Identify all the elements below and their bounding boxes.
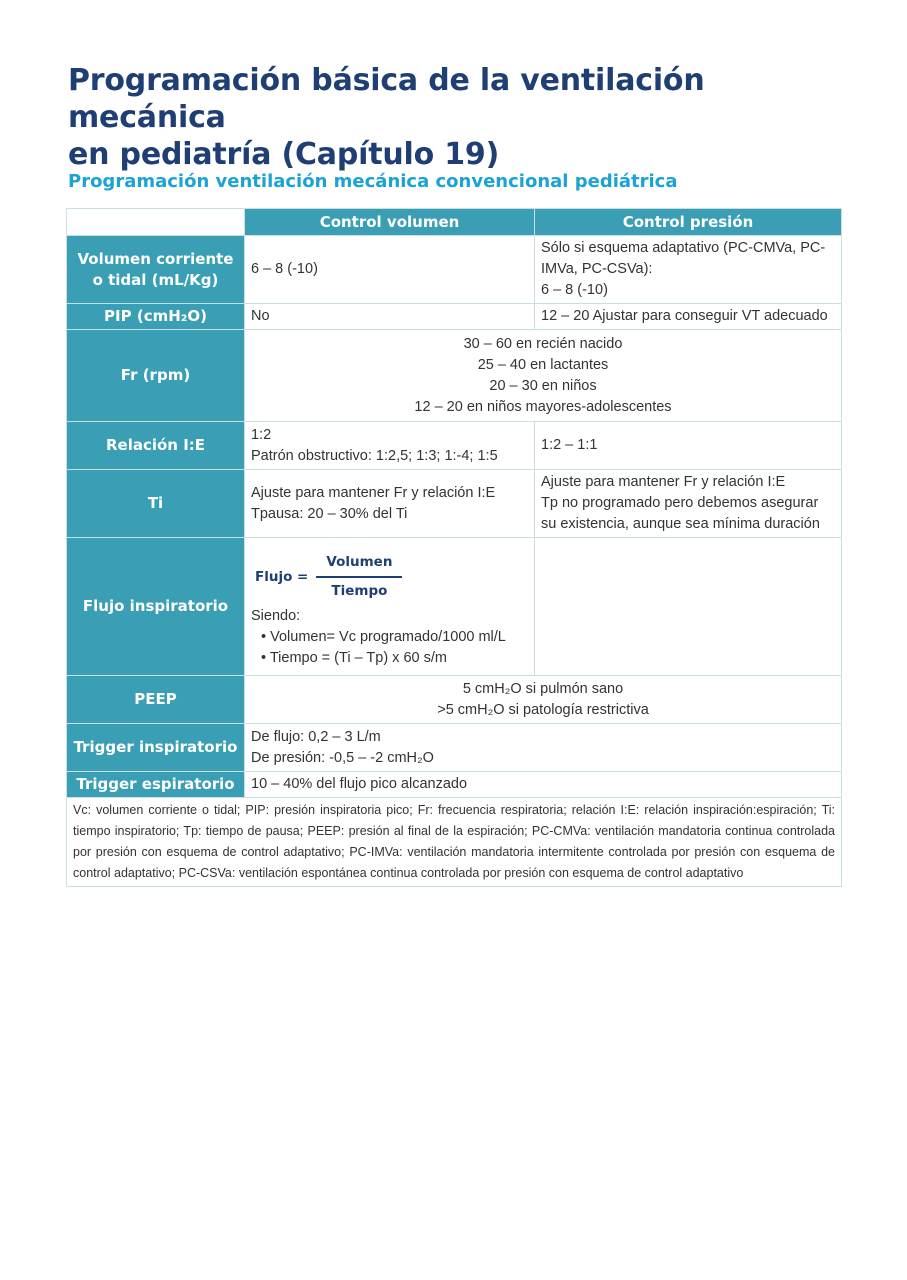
- cell-line: Ajuste para mantener Fr y relación I:E: [541, 474, 786, 490]
- row-header-trigger-espiratorio: Trigger espiratorio: [67, 772, 245, 798]
- cell-volumen-cv: 6 – 8 (-10): [245, 236, 535, 304]
- cell-line: 6 – 8 (-10): [541, 282, 608, 298]
- cell-line: 25 – 40 en lactantes: [477, 356, 609, 373]
- cell-line: 5 cmH₂O si pulmón sano: [462, 680, 624, 697]
- cell-line: 12 – 20 en niños mayores-adolescentes: [414, 398, 672, 415]
- column-header-control-presion: Control presión: [535, 209, 842, 236]
- page-title: [68, 62, 858, 173]
- row-header-fr: Fr (rpm): [67, 330, 245, 422]
- table-row-fr: [67, 330, 842, 422]
- cell-relacion-cv: [245, 422, 535, 470]
- cell-line: Sólo si esquema adaptativo (PC-CMVa, PC-IMVa, PC-CSVa):: [541, 240, 826, 277]
- cell-fr: [245, 330, 842, 422]
- section-subtitle: Programación ventilación mecánica convencional pediátrica: [68, 171, 678, 192]
- table-header-row: [67, 209, 842, 236]
- row-header-relacion: Relación I:E: [67, 422, 245, 470]
- cell-volumen-cp: [535, 236, 842, 304]
- cell-ti-cp: [535, 470, 842, 538]
- formula-denominator: Tiempo: [331, 583, 388, 599]
- row-header-flujo: Flujo inspiratorio: [67, 538, 245, 676]
- table-row-trigger-espiratorio: [67, 772, 842, 798]
- cell-flujo-cp: [535, 538, 842, 676]
- siendo-label: Siendo:: [251, 608, 301, 624]
- formula-numerator: Volumen: [316, 552, 402, 578]
- flow-formula: [255, 552, 528, 602]
- title-line-2: en pediatría (Capítulo 19): [68, 137, 500, 172]
- cell-line: 30 – 60 en recién nacido: [463, 335, 623, 352]
- cell-line: 1:2: [251, 426, 272, 443]
- list-item: • Tiempo = (Ti – Tp) x 60 s/m: [261, 650, 447, 666]
- table-row-volumen: [67, 236, 842, 304]
- row-header-ti: Ti: [67, 470, 245, 538]
- title-line-1: Programación básica de la ventilación mecánica: [68, 63, 705, 135]
- cell-trigger-inspiratorio: [245, 724, 842, 772]
- formula-lhs: Flujo =: [255, 568, 309, 585]
- cell-line: Ajuste para mantener Fr y relación I:E: [251, 484, 496, 501]
- table-row-trigger-inspiratorio: [67, 724, 842, 772]
- cell-peep: [245, 676, 842, 724]
- row-header-pip: PIP (cmH₂O): [67, 304, 245, 330]
- table-row-ti: [67, 470, 842, 538]
- row-header-trigger-inspiratorio: Trigger inspiratorio: [67, 724, 245, 772]
- cell-line: 20 – 30 en niños: [489, 377, 597, 394]
- table-footnote: Vc: volumen corriente o tidal; PIP: presión inspiratoria pico; Fr: frecuencia respiratoria; relación I:E: relación inspiración:espiración; Ti: tiempo inspiratorio; Tp: tiempo de pausa; PEEP: presión al final de la espiración; PC-CMVa: ventilación mandatoria continua controlada por presión con esquema de control adaptativo; PC-IMVa: ventilación mandatoria intermitente controlada por presión con esquema de control adaptativo; PC-CSVa: ventilación espontánea continua controlada por presión con esquema de control adaptativo: [67, 798, 842, 887]
- cell-line: Tp no programado pero debemos asegurar su existencia, aunque sea mínima duración: [541, 495, 820, 532]
- column-header-control-volumen: Control volumen: [245, 209, 535, 236]
- cell-pip-cv: No: [245, 304, 535, 330]
- cell-line: De flujo: 0,2 – 3 L/m: [251, 728, 381, 745]
- cell-line: Tpausa: 20 – 30% del Ti: [251, 505, 408, 522]
- table-row-flujo: [67, 538, 842, 676]
- row-header-volumen: Volumen corriente o tidal (mL/Kg): [67, 236, 245, 304]
- ventilation-settings-table: [66, 208, 842, 887]
- table-row-relacion: [67, 422, 842, 470]
- cell-relacion-cp: 1:2 – 1:1: [535, 422, 842, 470]
- cell-line: >5 cmH₂O si patología restrictiva: [437, 701, 649, 718]
- formula-fraction: [316, 552, 402, 602]
- cell-trigger-espiratorio: 10 – 40% del flujo pico alcanzado: [245, 772, 842, 798]
- table-footnote-row: [67, 798, 842, 887]
- cell-line: De presión: -0,5 – -2 cmH₂O: [251, 749, 434, 766]
- table-row-peep: [67, 676, 842, 724]
- cell-ti-cv: [245, 470, 535, 538]
- header-empty-cell: [67, 209, 245, 236]
- cell-line: Patrón obstructivo: 1:2,5; 1:3; 1:-4; 1:5: [251, 447, 498, 464]
- cell-flujo-cv: [245, 538, 535, 676]
- list-item: • Volumen= Vc programado/1000 ml/L: [261, 629, 506, 645]
- cell-pip-cp: 12 – 20 Ajustar para conseguir VT adecuado: [535, 304, 842, 330]
- table-row-pip: [67, 304, 842, 330]
- row-header-peep: PEEP: [67, 676, 245, 724]
